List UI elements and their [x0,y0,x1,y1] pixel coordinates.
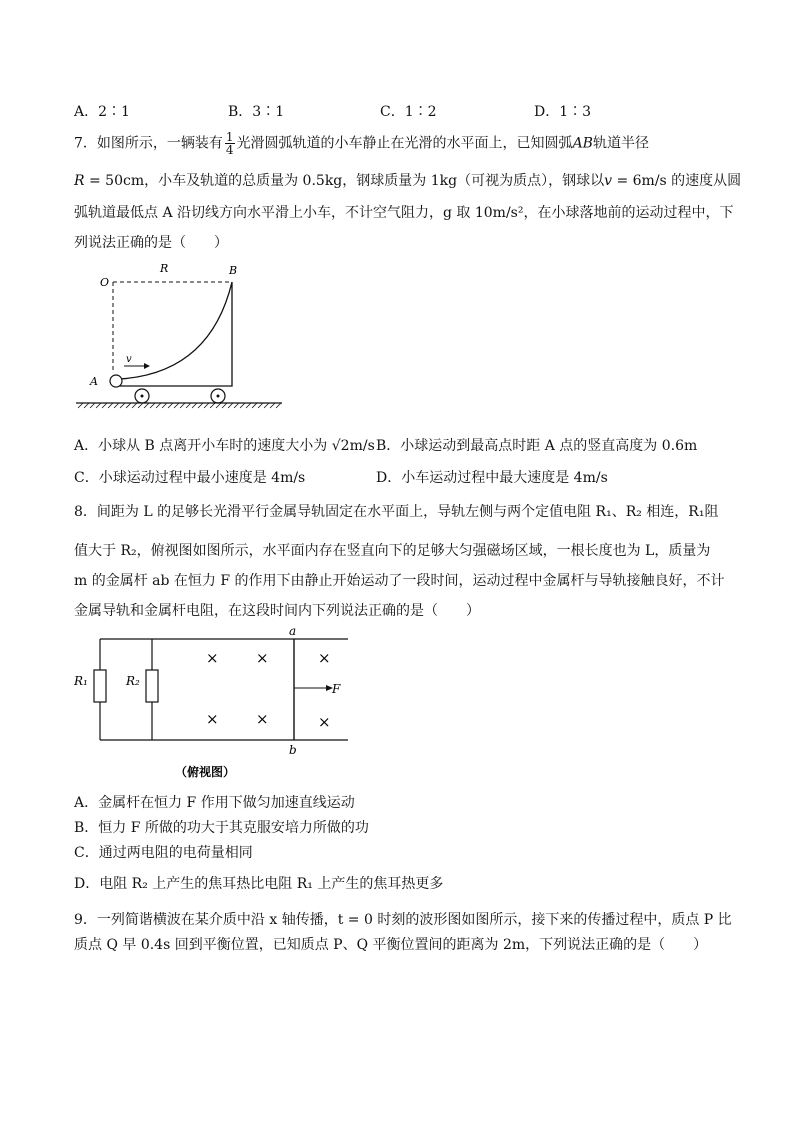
resistor-r2 [146,670,158,702]
velocity-arrow-head [144,363,150,369]
q7-stem-line2: R = 50cm，小车及轨道的总质量为 0.5kg，钢球质量为 1kg（可视为质点），钢球以v = 6m/s 的速度从圆 [74,173,742,189]
q7-stem-line4: 列说法正确的是（ ） [74,235,228,251]
q8-stem-line1: 8．间距为 L 的足够长光滑平行金属导轨固定在水平面上，导轨左侧与两个定值电阻 R₁、R₂ 相连，R₁阻 [74,504,719,520]
label-r: R [160,262,169,275]
resistor-r1 [94,670,106,702]
q7-option-b: B．小球运动到最高点时距 A 点的竖直高度为 0.6m [376,438,698,454]
q7-stem-line1: 7．如图所示，一辆装有 $\frac{1}{4}$ 光滑圆弧轨道的小车静止在光滑的水平面上，已知圆弧AB轨道半径 [74,130,649,157]
field-cross: × [318,713,331,731]
q7-option-c: C．小球运动过程中最小速度是 4m/s [74,470,306,486]
q8-stem-line3: m 的金属杆 ab 在恒力 F 的作用下由静止开始运动了一段时间，运动过程中金属杆与导轨接触良好，不计 [74,573,725,589]
field-cross: × [256,710,269,728]
q6-option-b: B．3∶1 [228,104,285,120]
label-r2: R₂ [126,674,140,688]
wheel-right-axle [217,395,220,398]
q9-stem-line1: 9．一列简谐横波在某介质中沿 x 轴传播，t = 0 时刻的波形图如图所示，接下来的传播过程中，质点 P 比 [74,912,732,928]
q7-option-d: D．小车运动过程中最大速度是 4m/s [376,470,608,486]
field-cross: × [206,710,219,728]
q7-option-a: A．小球从 B 点离开小车时的速度大小为 √2m/s [74,438,375,454]
field-cross: × [318,649,331,667]
q8-option-d: D．电阻 R₂ 上产生的焦耳热比电阻 R₁ 上产生的焦耳热更多 [74,876,444,892]
q9-stem-line2: 质点 Q 早 0.4s 回到平衡位置，已知质点 P、Q 平衡位置间的距离为 2m，下列说法正确的是（ ） [74,937,708,953]
q7-figure-cart-arc [70,258,290,413]
q8-option-a: A．金属杆在恒力 F 作用下做匀加速直线运动 [74,795,355,811]
q6-option-a: A．2∶1 [74,104,130,120]
label-b: B [229,264,238,277]
field-cross: × [256,649,269,667]
q8-option-b: B．恒力 F 所做的功大于其克服安培力所做的功 [74,820,369,836]
label-a: A [90,375,98,388]
figure-caption: （俯视图） [175,765,236,779]
q8-option-c: C．通过两电阻的电荷量相同 [74,845,253,861]
label-v: v [126,354,132,365]
q8-stem-line4: 金属导轨和金属杆电阻，在这段时间内下列说法正确的是（ ） [74,603,480,619]
cart-body [115,282,232,386]
ground-hatching [78,403,281,408]
quarter-fraction: $\frac{1}{4}$ [225,130,234,157]
q7-stem-line3: 弧轨道最低点 A 沿切线方向水平滑上小车，不计空气阻力，g 取 10m/s²，在小球落地前的运动过程中，下 [74,205,734,221]
label-o: O [100,276,110,289]
label-r1: R₁ [74,674,88,688]
wheel-left-axle [141,395,144,398]
q8-stem-line2: 值大于 R₂，俯视图如图所示，水平面内存在竖直向下的足够大匀强磁场区域，一根长度也为 L，质量为 [74,543,711,559]
label-b-point: b [289,743,297,757]
q6-option-d: D．1∶3 [534,104,592,120]
steel-ball [110,375,122,387]
label-f: F [332,682,341,696]
q6-option-c: C．1∶2 [380,104,437,120]
label-a-point: a [289,624,297,638]
field-cross: × [206,649,219,667]
q8-figure-rails [70,624,360,786]
